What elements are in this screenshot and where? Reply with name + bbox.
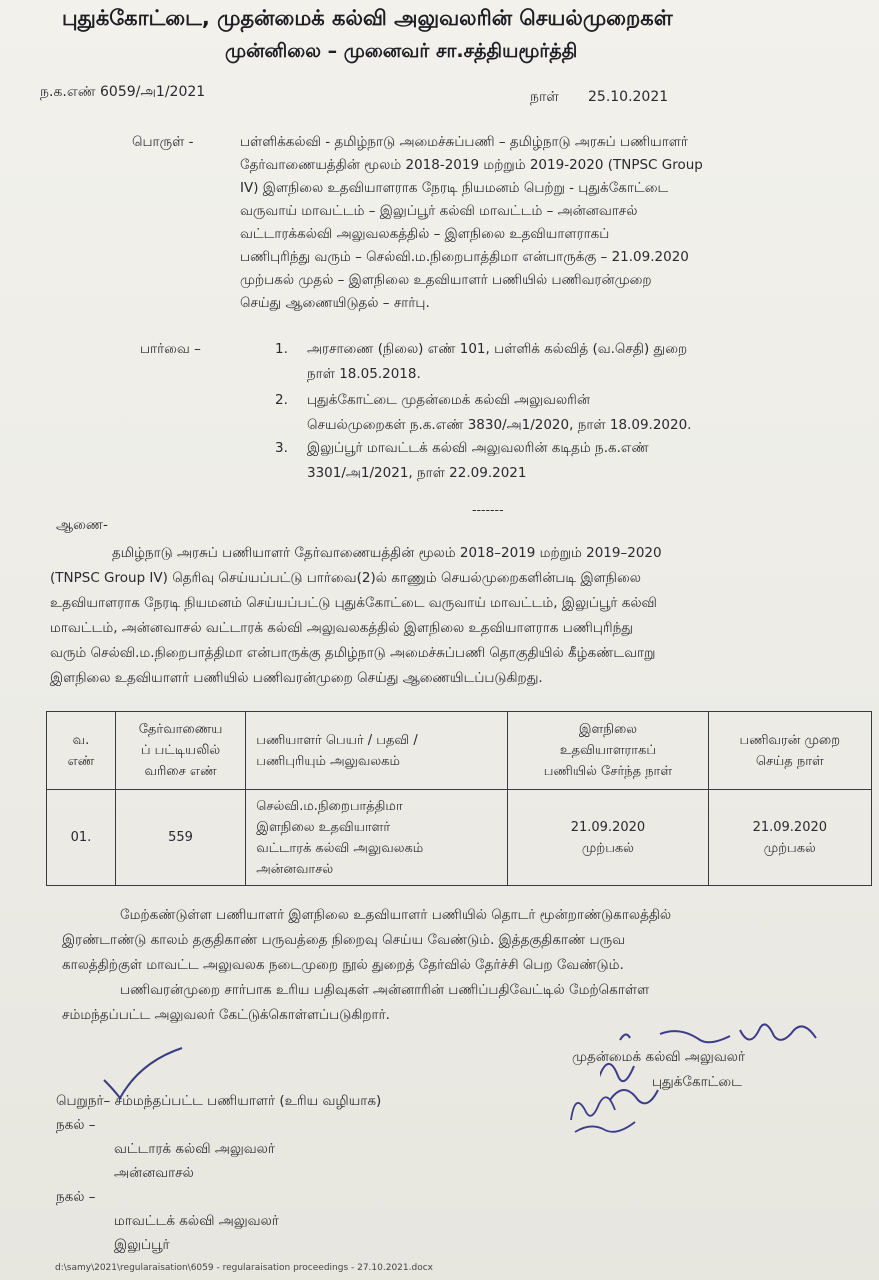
cell-text: இளநிலை உதவியாளர்: [256, 819, 391, 835]
header-text: பணிபுரியும் அலுவலகம்: [256, 753, 400, 769]
header-text: இளநிலை: [578, 722, 638, 737]
reference-line: இலுப்பூர் மாவட்டக் கல்வி அலுவலரின் கடிதம் ந.க.எண்: [307, 440, 649, 456]
date-value: 25.10.2021: [588, 89, 669, 105]
subject-line: வருவாய் மாவட்டம் – இலுப்பூர் கல்வி மாவட்டம் – அன்னவாசல்: [240, 203, 638, 219]
header-text: பணியாளர் பெயர் / பதவி /: [256, 732, 418, 748]
copy-label-1: நகல் –: [56, 1117, 96, 1133]
reference-number: ந.க.எண் 6059/அ1/2021: [40, 84, 206, 100]
header-join-date: [508, 712, 708, 790]
instruction-line: மேற்கண்டுள்ள பணியாளர் இளநிலை உதவியாளர் பணியில் தொடர் மூன்றாண்டுகாலத்தில்: [120, 907, 672, 923]
header-text: வரிசை எண்: [144, 764, 217, 779]
header-text: ப் பட்டியலில்: [140, 743, 221, 758]
date-label: நாள்: [530, 89, 559, 105]
subject-line: தேர்வாணையத்தின் மூலம் 2018-2019 மற்றும் 2019-2020 (TNPSC Group: [240, 157, 703, 173]
header-text: எண்: [67, 753, 95, 769]
cell-text: முற்பகல்: [581, 840, 634, 856]
header-rank: [115, 712, 245, 790]
separator: -------: [472, 502, 504, 517]
reference-line: அரசாணை (நிலை) எண் 101, பள்ளிக் கல்வித் (வ.செதி) துறை: [307, 341, 688, 357]
instruction-line: இரண்டாண்டு காலம் தகுதிகாண் பருவத்தை நிறைவு செய்ய வேண்டும். இத்தகுதிகாண் பருவ: [62, 932, 625, 948]
subject-line: பணிபுரிந்து வரும் – செல்வி.ம.நிறைபாத்திமா என்பாருக்கு – 21.09.2020: [240, 249, 689, 265]
copy-label-2: நகல் –: [56, 1189, 96, 1205]
initials-mark: [565, 1080, 645, 1140]
cell-text: அன்னவாசல்: [256, 861, 334, 877]
cell-employee: [246, 790, 508, 886]
instruction-line: சம்மந்தப்பட்ட அலுவலர் கேட்டுக்கொள்ளப்படுகிறார்.: [62, 1007, 390, 1023]
officer-place: புதுக்கோட்டை: [652, 1074, 742, 1090]
appointment-table: [46, 711, 872, 886]
header-text: பணியில் சேர்ந்த நாள்: [543, 764, 673, 779]
cell-rank: 559: [115, 790, 245, 886]
order-heading: ஆணை-: [56, 517, 108, 533]
order-line: வரும் செல்வி.ம.நிறைபாத்திமா என்பாருக்கு தமிழ்நாடு அமைச்சுப்பணி தொகுதியில் கீழ்கண்டவாறு: [50, 645, 656, 661]
cell-regularisation-date: [708, 790, 871, 886]
cell-text: செல்வி.ம.நிறைபாத்திமா: [256, 798, 403, 814]
references-label: பார்வை –: [140, 341, 201, 357]
header-text: பணிவரன் முறை: [739, 732, 841, 748]
receiver-line: பெறுநர்– சம்மந்தப்பட்ட பணியாளர் (உரிய வழியாக): [56, 1093, 382, 1109]
reference-number-1: 1.: [275, 341, 288, 357]
table-header-row: [47, 712, 872, 790]
file-path-footer: d:\samy\2021\regularaisation\6059 - regularaisation proceedings - 27.10.2021.docx: [55, 1263, 433, 1273]
subject-line: முற்பகல் முதல் – இளநிலை உதவியாளர் பணியில் பணிவரன்முறை: [240, 272, 652, 288]
header-text: உதவியாளராகப்: [559, 743, 657, 758]
header-serial: [47, 712, 116, 790]
header-regularisation-date: [708, 712, 871, 790]
subject-line: IV) இளநிலை உதவியாளராக நேரடி நியமனம் பெற்று - புதுக்கோட்டை: [240, 180, 669, 196]
reference-line: 3301/அ1/2021, நாள் 22.09.2021: [307, 465, 527, 481]
reference-line: செயல்முறைகள் ந.க.எண் 3830/அ1/2020, நாள் 18.09.2020.: [307, 417, 692, 433]
document-title: புதுக்கோட்டை, முதன்மைக் கல்வி அலுவலரின் செயல்முறைகள்: [62, 6, 673, 30]
order-line: தமிழ்நாடு அரசுப் பணியாளர் தேர்வாணையத்தின் மூலம் 2018–2019 மற்றும் 2019–2020: [112, 545, 662, 561]
cell-join-date: [508, 790, 708, 886]
reference-line: நாள் 18.05.2018.: [307, 366, 421, 382]
instruction-line: காலத்திற்குள் மாவட்ட அலுவலக நடைமுறை நூல் துறைத் தேர்வில் தேர்ச்சி பெற வேண்டும்.: [62, 957, 624, 973]
header-text: தேர்வாணைய: [138, 722, 223, 737]
order-line: உதவியாளராக நேரடி நியமனம் செய்யப்பட்டு புதுக்கோட்டை வருவாய் மாவட்டம், இலுப்பூர் கல்வி: [50, 595, 657, 611]
cell-text: 21.09.2020: [570, 819, 646, 835]
subject-line: செய்து ஆணையிடுதல் – சார்பு.: [240, 295, 430, 311]
officer-designation: முதன்மைக் கல்வி அலுவலர்: [572, 1049, 746, 1065]
cell-serial: 01.: [47, 790, 116, 886]
copy-recipient-1-place: அன்னவாசல்: [114, 1165, 194, 1181]
copy-recipient-1-title: வட்டாரக் கல்வி அலுவலர்: [114, 1141, 275, 1157]
subject-label: பொருள் -: [132, 134, 194, 150]
subject-line: பள்ளிக்கல்வி - தமிழ்நாடு அமைச்சுப்பணி – தமிழ்நாடு அரசுப் பணியாளர்: [240, 134, 688, 150]
document-subtitle: முன்னிலை – முனைவர் சா.சத்தியமூர்த்தி: [225, 40, 578, 62]
table-row: [47, 790, 872, 886]
order-line: மாவட்டம், அன்னவாசல் வட்டாரக் கல்வி அலுவலகத்தில் இளநிலை உதவியாளராக பணிபுரிந்து: [50, 620, 633, 636]
header-text: செய்த நாள்: [755, 753, 824, 769]
cell-text: முற்பகல்: [763, 840, 816, 856]
instruction-line: பணிவரன்முறை சார்பாக உரிய பதிவுகள் அன்னாரின் பணிப்பதிவேட்டில் மேற்கொள்ள: [120, 982, 650, 998]
copy-recipient-2-title: மாவட்டக் கல்வி அலுவலர்: [114, 1213, 279, 1229]
cell-text: 21.09.2020: [752, 819, 828, 835]
subject-line: வட்டாரக்கல்வி அலுவலகத்தில் – இளநிலை உதவியாளராகப்: [240, 226, 610, 242]
reference-number-2: 2.: [275, 392, 288, 408]
reference-line: புதுக்கோட்டை முதன்மைக் கல்வி அலுவலரின்: [307, 392, 590, 408]
header-text: வ.: [72, 732, 90, 748]
header-employee: [246, 712, 508, 790]
reference-number-3: 3.: [275, 440, 288, 456]
order-line: (TNPSC Group IV) தெரிவு செய்யப்பட்டு பார்வை(2)ல் காணும் செயல்முறைகளின்படி இளநிலை: [50, 570, 641, 586]
copy-recipient-2-place: இலுப்பூர்: [114, 1237, 170, 1253]
cell-text: வட்டாரக் கல்வி அலுவலகம்: [256, 840, 424, 856]
order-line: இளநிலை உதவியாளர் பணியில் பணிவரன்முறை செய்து ஆணையிடப்படுகிறது.: [50, 670, 543, 686]
